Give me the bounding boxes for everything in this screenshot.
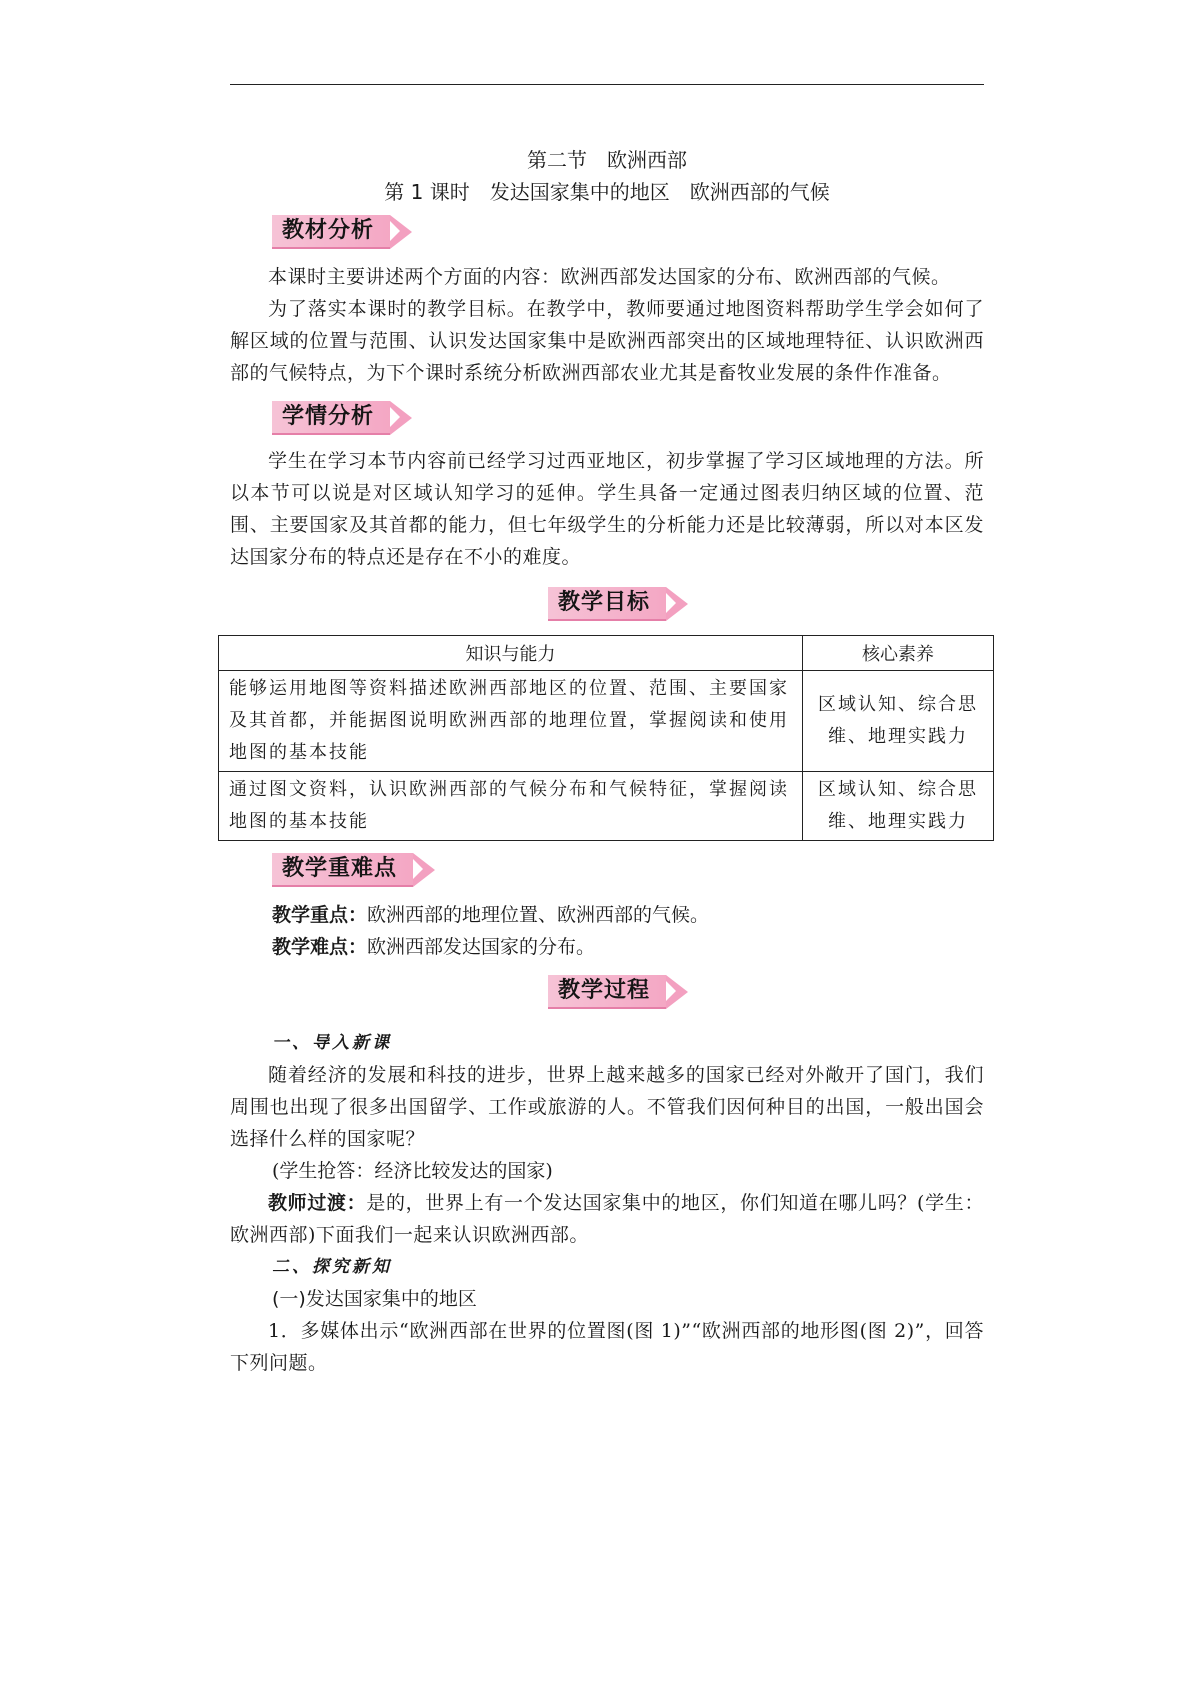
- transition-text: 是的，世界上有一个发达国家集中的地区，你们知道在哪儿吗？(学生：欧洲西部)下面我们一起来认识欧洲西部。: [230, 1192, 984, 1246]
- part1-title: 一、导入新课: [272, 1033, 392, 1053]
- student-analysis-heading: 学情分析: [272, 401, 390, 435]
- key-points-heading-row: [230, 847, 984, 893]
- teaching-difficulty-label: 教学难点：: [272, 936, 368, 958]
- table-row: [219, 772, 994, 841]
- transition-paragraph: [230, 1187, 984, 1251]
- material-analysis-heading: 教材分析: [272, 215, 390, 249]
- core-cell: 区域认知、综合思维、地理实践力: [803, 772, 994, 841]
- objectives-heading-row: [230, 581, 984, 627]
- column-header-core: 核心素养: [803, 636, 994, 671]
- teaching-focus-label: 教学重点：: [272, 904, 368, 926]
- document-body: [230, 145, 984, 1379]
- column-header-knowledge: 知识与能力: [219, 636, 803, 671]
- core-cell: 区域认知、综合思维、地理实践力: [803, 671, 994, 772]
- subsection-title: (一)发达国家集中的地区: [272, 1288, 477, 1310]
- teaching-difficulty-line: [230, 931, 984, 963]
- item-1: 1．多媒体出示“欧洲西部在世界的位置图(图 1)”“欧洲西部的地形图(图 2)”，回答下列问题。: [230, 1320, 984, 1374]
- part1-paragraph: 随着经济的发展和科技的进步，世界上越来越多的国家已经对外敞开了国门，我们周围也出现了很多出国留学、工作或旅游的人。不管我们因何种目的出国，一般出国会选择什么样的国家呢？: [230, 1064, 984, 1150]
- part2-title: 二、探究新知: [272, 1257, 392, 1277]
- part1-answer: (学生抢答：经济比较发达的国家): [272, 1160, 553, 1182]
- header-rule: [230, 84, 984, 85]
- teaching-difficulty-text: 欧洲西部发达国家的分布。: [367, 936, 596, 958]
- teaching-focus-line: [230, 899, 984, 931]
- objectives-table-wrap: [218, 635, 994, 841]
- knowledge-cell: 通过图文资料，认识欧洲西部的气候分布和气候特征，掌握阅读地图的基本技能: [219, 772, 803, 841]
- transition-label: 教师过渡：: [268, 1192, 367, 1214]
- objectives-heading: 教学目标: [548, 587, 666, 621]
- student-analysis-paragraph: 学生在学习本节内容前已经学习过西亚地区，初步掌握了学习区域地理的方法。所以本节可以说是对区域认知学习的延伸。学生具备一定通过图表归纳区域的位置、范围、主要国家及其首都的能力，但七年级学生的分析能力还是比较薄弱，所以对本区发达国家分布的特点还是存在不小的难度。: [230, 450, 984, 568]
- material-analysis-heading-row: [230, 209, 984, 255]
- lesson-title: 第 1 课时 发达国家集中的地区 欧洲西部的气候: [384, 180, 830, 204]
- teaching-focus-text: 欧洲西部的地理位置、欧洲西部的气候。: [367, 904, 710, 926]
- section-title: 第二节 欧洲西部: [527, 148, 687, 172]
- material-analysis-paragraph-1: 本课时主要讲述两个方面的内容：欧洲西部发达国家的分布、欧洲西部的气候。: [268, 266, 951, 288]
- process-heading-row: [230, 969, 984, 1015]
- table-row: [219, 671, 994, 772]
- student-analysis-heading-row: [230, 395, 984, 441]
- knowledge-cell: 能够运用地图等资料描述欧洲西部地区的位置、范围、主要国家及其首都，并能据图说明欧洲西部的地理位置，掌握阅读和使用地图的基本技能: [219, 671, 803, 772]
- process-heading: 教学过程: [548, 975, 666, 1009]
- material-analysis-paragraph-2: 为了落实本课时的教学目标。在教学中，教师要通过地图资料帮助学生学会如何了解区域的位置与范围、认识发达国家集中是欧洲西部突出的区域地理特征、认识欧洲西部的气候特点，为下个课时系统分析欧洲西部农业尤其是畜牧业发展的条件作准备。: [230, 298, 984, 384]
- objectives-table: [218, 635, 994, 841]
- objectives-table-header-row: [219, 636, 994, 671]
- key-points-heading: 教学重难点: [272, 853, 413, 887]
